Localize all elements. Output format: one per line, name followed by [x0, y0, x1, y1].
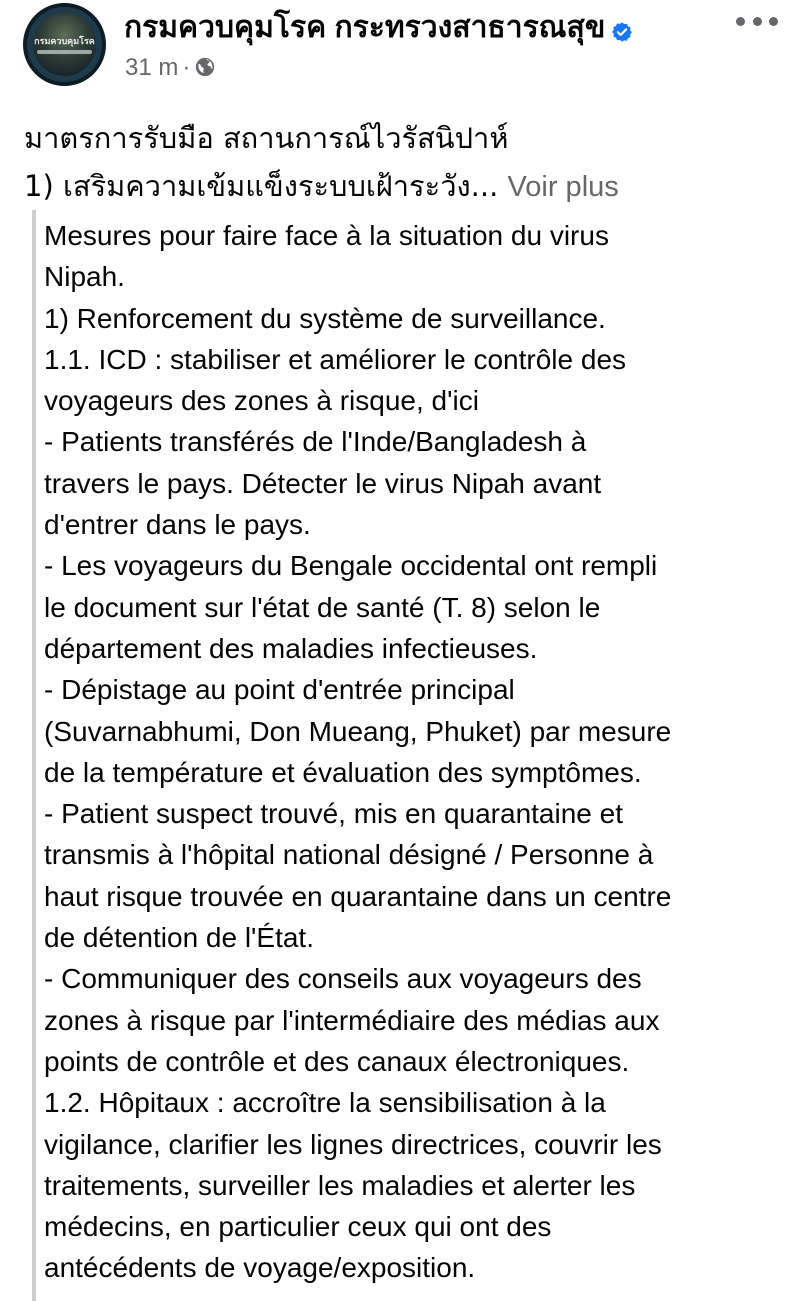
translation-block	[32, 210, 792, 1301]
original-post-text	[24, 114, 784, 211]
original-line-2	[24, 162, 784, 211]
more-dot	[769, 17, 778, 26]
post-timestamp[interactable]: 31 m	[125, 54, 179, 81]
more-options-icon[interactable]	[736, 14, 778, 28]
meta-separator: ·	[182, 54, 191, 81]
avatar-logo-subline	[37, 50, 92, 54]
globe-icon[interactable]	[194, 56, 216, 78]
more-dot	[736, 17, 745, 26]
post-header	[0, 0, 800, 105]
page-name-text: กรมควบคุมโรค กระทรวงสาธารณสุข	[124, 11, 606, 44]
verified-badge-icon	[611, 15, 633, 37]
see-more-link[interactable]: Voir plus	[507, 171, 619, 203]
original-line-1: มาตรการรับมือ สถานการณ์ไวรัสนิปาห์	[24, 121, 509, 155]
more-dot	[753, 17, 762, 26]
original-line-2-text: 1) เสริมความเข้มแข็งระบบเฝ้าระวัง...	[24, 169, 499, 203]
page-name-link[interactable]	[124, 9, 633, 47]
translated-text: Mesures pour faire face à la situation du virus Nipah. 1) Renforcement du système de surveillance. 1.1. ICD : stabiliser et améliorer le contrôle des voyageurs des zones à risque, d'ici - Patients transférés de l'Inde/Bangladesh à travers le pays. Détecter le virus Nipah avant d'entrer dans le pays. - Les voyageurs du Bengale occidental ont rempli le document sur l'état de santé (T. 8) selon le département des maladies infectieuses. - Dépistage au point d'entrée principal (Suvarnabhumi, Don Mueang, Phuket) par mesure de la température et évaluation des symptômes. - Patient suspect trouvé, mis en quarantaine et transmis à l'hôpital national désigné / Personne à haut risque trouvée en quarantaine dans un centre de détention de l'État. - Communiquer des conseils aux voyageurs des zones à risque par l'intermédiaire des médias aux points de contrôle et des canaux électroniques. 1.2. Hôpitaux : accroître la sensibilisation à la vigilance, clarifier les lignes directrices, couvrir les traitements, surveiller les maladies et alerter les médecins, en particulier ceux qui ont des antécédents de voyage/exposition.	[44, 220, 672, 1284]
page-avatar[interactable]	[23, 3, 106, 86]
post-meta	[125, 53, 216, 83]
avatar-logo-text: กรมควบคุมโรค	[34, 37, 95, 47]
